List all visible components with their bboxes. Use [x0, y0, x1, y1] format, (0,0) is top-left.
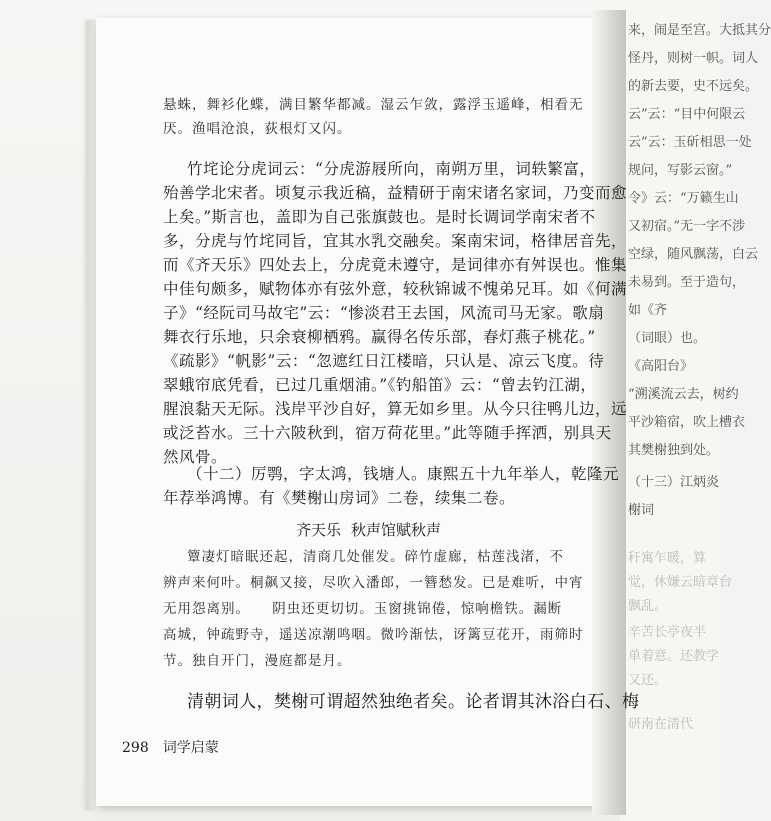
poem-line: 无用怨离别。 阴虫还更切切。玉窗挑锦倦，惊响檐铁。漏断 — [163, 601, 563, 617]
facing-page-line: 来，闹是至宫。大抵其分 — [628, 23, 771, 38]
body-line: 腥浪黏天无际。浅岸平沙自好，算无如乡里。从今只往鸭儿边，远 — [163, 400, 628, 418]
facing-page-line: 其樊榭独到处。 — [628, 443, 720, 458]
facing-page-line: 榭词 — [628, 503, 655, 518]
facing-page-line: 的新去要，史不远矣。 — [628, 79, 759, 94]
body-line: 舞衣行乐地，只余衰柳栖鸦。赢得名传乐部，春灯燕子桃花。” — [163, 328, 596, 346]
facing-page-line: 令》云：“万籁生山 — [628, 191, 739, 206]
facing-page-line: 《高阳台》 — [628, 359, 694, 374]
body-line: 翠蛾帘底凭看，已过几重烟浦。”《钓船笛》云：“曾去钓江湖， — [163, 376, 597, 394]
poem-title: 齐天乐 — [296, 521, 342, 539]
quote-line: 厌。渔唱沧浪，荻根灯又闪。 — [163, 121, 352, 137]
closing-line: 清朝词人，樊榭可谓超然独绝者矣。论者谓其沐浴白石、梅 — [187, 692, 640, 712]
poem-heading — [296, 519, 441, 540]
body-line: 《疏影》“帆影”云：“忽遮红日江楼暗，只认是、凉云飞度。待 — [163, 352, 605, 370]
facing-page-line: 单着意。还教学 — [628, 649, 720, 664]
body-line: 竹垞论分虎词云：“分虎游屐所向，南朔万里，词轶繁富， — [187, 160, 596, 178]
facing-page-line: 平沙箱宿，吹上槽衣 — [628, 415, 746, 430]
facing-page-line: 辛苦长亭夜半 — [628, 625, 707, 640]
facing-page-line: 又还。 — [628, 673, 668, 688]
body-line: 而《齐天乐》四处去上，分虎竟未遵守，是词律亦有舛误也。惟集 — [163, 256, 628, 274]
note-line: 年荐举鸿博。有《樊榭山房词》二卷，续集二卷。 — [163, 489, 516, 507]
page-number: 298 — [122, 740, 149, 756]
facing-page-line: 如《齐 — [628, 303, 668, 318]
facing-page-line: 秆寓乍暖，算 — [628, 551, 707, 566]
facing-page-line: “溯溪流云去，树约 — [628, 387, 739, 402]
facing-page-line: （词眼）也。 — [628, 331, 707, 346]
facing-page-line: （十三）江炳炎 — [628, 475, 720, 490]
poem-line: 高城，钟疏野寺，遥送凉潮鸣咽。微吟渐怯，讶篱豆花开，雨筛时 — [163, 627, 584, 643]
running-book-title: 词学启蒙 — [162, 740, 219, 756]
facing-page-line: 空绿，随风飘荡，白云 — [628, 247, 759, 262]
body-line: 殆善学北宋者。顷复示我近稿，益精研于南宋诸名家词，乃变而愈 — [163, 184, 628, 202]
quote-line: 悬蛛，舞衫化蝶，满目繁华都减。湿云乍敛，露浮玉遥峰，相看无 — [163, 97, 584, 113]
body-line: 中佳句颇多，赋物体亦有弦外意，较秋锦诚不愧弟兄耳。如《何满 — [163, 280, 628, 298]
poem-line: 辨声来何叶。桐飙又接，尽吹入潘郎，一簪愁发。已是难听，中宵 — [163, 575, 584, 591]
facing-page-line: 飘乱。 — [628, 599, 668, 614]
facing-page-line: 规问，写影云窗。” — [628, 163, 733, 178]
facing-page-line: 研南在清代 — [628, 717, 694, 732]
facing-page-line: 怪丹，则树一帜。词人 — [628, 51, 759, 66]
body-line: 多，分虎与竹垞同旨，宜其水乳交融矣。案南宋词，格律居音先， — [163, 232, 628, 250]
note-line: （十二）厉鹗，字太鸿，钱塘人。康熙五十九年举人，乾隆元 — [187, 465, 620, 483]
poem-line: 簟凄灯暗眠还起，清商几处催发。碎竹虚廊，枯莲浅渚，不 — [187, 549, 564, 565]
body-line: 或泛苔水。三十六陂秋到，宿万荷花里。”此等随手挥洒，别具天 — [163, 424, 612, 442]
facing-page-line: 又初宿。”无一字不涉 — [628, 219, 746, 234]
body-line: 然风骨。 — [163, 448, 228, 466]
poem-line: 节。独自开门，漫庭都是月。 — [163, 653, 352, 669]
body-line: 子》“经阮司马故宅”云：“惨淡君王去国，风流司马无家。歌扇 — [163, 304, 605, 322]
facing-page-line: 未易到。至于造句， — [628, 275, 746, 290]
facing-page-line: 云”云：“目中何限云 — [628, 107, 746, 122]
facing-page-line: 云”云：玉斫相思一处 — [628, 135, 752, 150]
facing-page-line: 觉，休嫌云暗章台 — [628, 575, 733, 590]
poem-subtitle: 秋声馆赋秋声 — [351, 521, 442, 539]
page-footer — [122, 737, 219, 757]
body-line: 上矣。”斯言也，盖即为自己张旗鼓也。是时长调词学南宋者不 — [163, 208, 596, 226]
